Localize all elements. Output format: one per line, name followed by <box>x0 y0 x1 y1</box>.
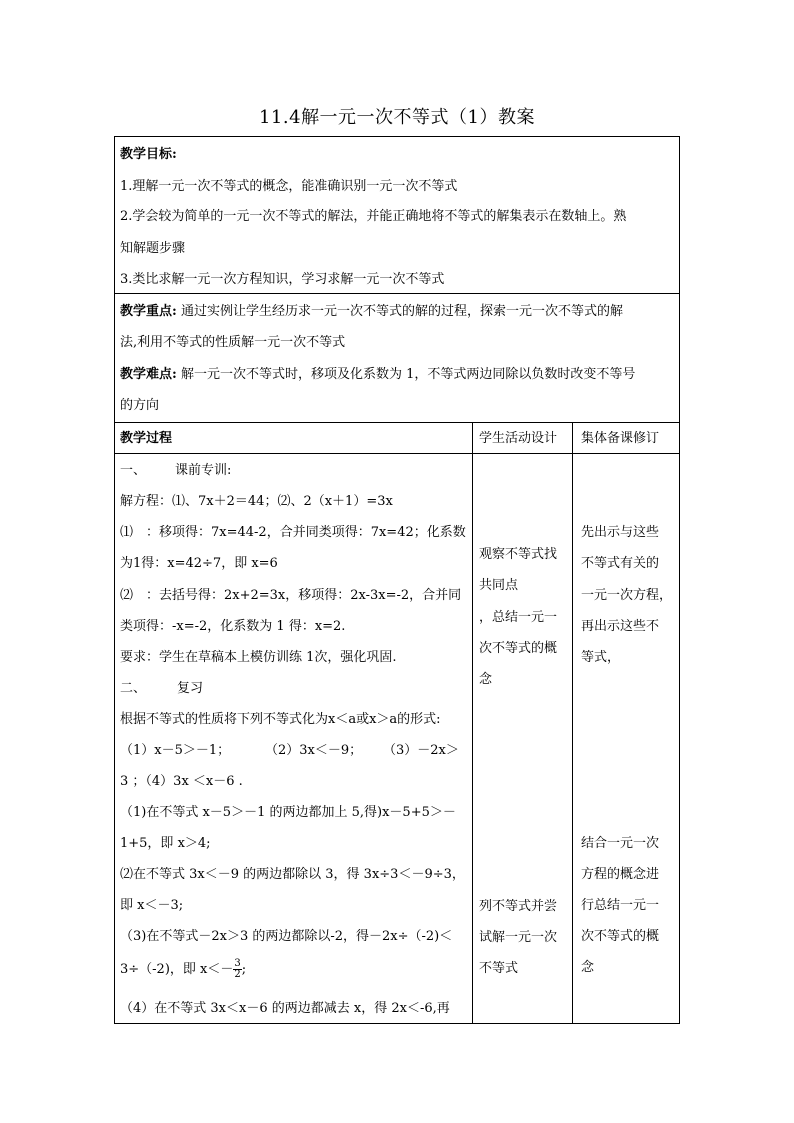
student-activity-text: 次不等式的概 <box>479 641 558 656</box>
column-divider-1 <box>472 422 473 1024</box>
student-activity-text: 念 <box>479 672 493 687</box>
solution-2-line: 类项得：-x=-2，化系数为 1 得：x=2. <box>120 619 346 634</box>
section-2-title: 复习 <box>177 681 204 696</box>
equation-intro: 解方程：⑴、 <box>120 494 199 509</box>
student-activity-text: 共同点 <box>479 578 519 593</box>
revision-note-text: 念 <box>581 960 595 975</box>
solution-2-line: ⑵ ：去括号得：2x+2=3x，移项得：2x-3x=-2，合并同 <box>120 588 462 603</box>
answer-3-line <box>120 959 246 980</box>
fraction-three-halves <box>233 959 241 980</box>
review-question-3: （3）－2x＞ <box>383 743 459 758</box>
fraction-numerator: 3 <box>234 958 241 969</box>
column-divider-2 <box>572 422 573 1024</box>
revision-note-text: 等式， <box>581 650 621 665</box>
solution-1-line: ⑴ ：移项得：7x=44-2，合并同类项得：7x=42；化系数 <box>120 525 466 540</box>
divider-keypoints <box>115 422 679 423</box>
review-question-2: （2）3x＜－9； <box>265 743 363 758</box>
divider-table-header <box>115 453 679 454</box>
section-1-title: 课前专训: <box>175 463 232 478</box>
answer-1-line: 1+5，即 x＞4; <box>120 836 211 851</box>
revision-note-text: 次不等式的概 <box>581 929 660 944</box>
difficulties-text-cont: 的方向 <box>120 398 160 413</box>
answer-4-line: （4）在不等式 3x＜x－6 的两边都减去 x，得 2x＜-6,再 <box>120 1001 450 1016</box>
answer-2-line: 即 x＜－3; <box>120 898 184 913</box>
key-points-heading: 教学重点: <box>120 304 177 319</box>
revision-note-text: 行总结一元一 <box>581 898 660 913</box>
revision-note-text: 先出示与这些 <box>581 525 660 540</box>
divider-objectives <box>115 293 679 294</box>
student-activity-text: 列不等式并尝 <box>479 899 558 914</box>
difficulties-line <box>120 367 635 383</box>
objectives-heading: 教学目标: <box>120 147 177 162</box>
student-activity-text: ，总结一元一 <box>479 610 558 625</box>
header-group-revision: 集体备课修订 <box>581 431 660 446</box>
revision-note-text: 方程的概念进 <box>581 867 660 882</box>
header-teaching-process: 教学过程 <box>120 431 173 446</box>
difficulties-heading: 教学难点: <box>120 367 177 382</box>
answer-3-text: 3÷（-2)，即 x＜－ <box>120 962 234 977</box>
equation-line <box>120 494 393 510</box>
objective-item: 2.学会较为简单的一元一次不等式的解法，并能正确地将不等式的解集表示在数轴上。熟 <box>120 209 627 224</box>
objective-item: 3.类比求解一元一次方程知识，学习求解一元一次不等式 <box>120 272 445 287</box>
difficulties-text: 解一元一次不等式时，移项及化系数为 1，不等式两边同除以负数时改变不等号 <box>180 367 636 382</box>
student-activity-text: 不等式 <box>479 961 519 976</box>
requirement-text: 要求：学生在草稿本上模仿训练 1次，强化巩固. <box>120 650 397 665</box>
review-question-1: （1）x－5＞－1； <box>120 743 231 758</box>
equation-separator: ；⑵、 <box>264 494 304 509</box>
review-intro: 根据不等式的性质将下列不等式化为x＜a或x＞a的形式: <box>120 712 441 727</box>
student-activity-text: 试解一元一次 <box>479 930 558 945</box>
student-activity-text: 观察不等式找 <box>479 547 558 562</box>
objective-item: 知解题步骤 <box>120 241 186 256</box>
answer-3-line: （3)在不等式－2x＞3 的两边都除以-2，得－2x÷（-2)＜ <box>120 929 453 944</box>
revision-note-text: 一元一次方程， <box>581 588 673 603</box>
equation-2: 2（x＋1）=3x <box>303 494 393 509</box>
review-question-4: 3 ；（4）3x ＜x－6 . <box>120 774 243 789</box>
revision-note-text: 再出示这些不 <box>581 619 660 634</box>
header-student-activity: 学生活动设计 <box>479 431 558 446</box>
section-2-number: 二、 <box>120 681 147 696</box>
lesson-plan-table <box>114 136 680 1024</box>
key-points-text: 通过实例让学生经历求一元一次不等式的解的过程，探索一元一次不等式的解 <box>180 304 623 319</box>
document-title: 11.4解一元一次不等式（1）教案 <box>258 107 536 128</box>
solution-1-line: 为1得：x=42÷7，即 x=6 <box>120 556 278 571</box>
revision-note-text: 结合一元一次 <box>581 836 660 851</box>
fraction-denominator: 2 <box>234 969 241 980</box>
answer-1-line: （1)在不等式 x－5＞－1 的两边都加上 5,得)x－5+5＞－ <box>120 805 456 820</box>
key-points-line <box>120 304 623 320</box>
revision-note-text: 不等式有关的 <box>581 556 660 571</box>
answer-2-line: ⑵在不等式 3x＜－9 的两边都除以 3，得 3x÷3＜－9÷3， <box>120 867 465 882</box>
objective-item: 1.理解一元一次不等式的概念，能准确识别一元一次不等式 <box>120 179 458 194</box>
equation-1: 7x＋2＝44 <box>198 494 265 509</box>
key-points-text-cont: 法,利用不等式的性质解一元一次不等式 <box>120 335 346 350</box>
answer-3-end: ; <box>241 962 247 977</box>
section-1-number: 一、 <box>120 463 147 478</box>
